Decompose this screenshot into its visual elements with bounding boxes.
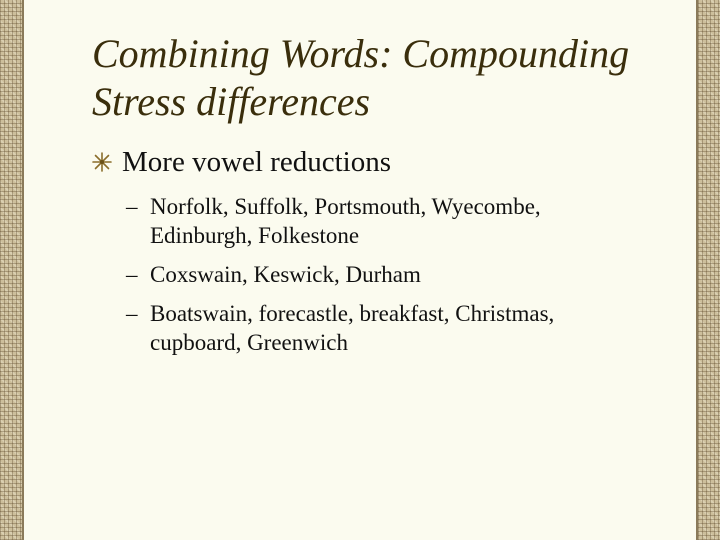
sub-bullet-line: Edinburgh, Folkestone xyxy=(150,223,360,248)
main-bullet-text: More vowel reductions xyxy=(122,146,391,178)
left-border-texture xyxy=(0,0,22,540)
left-border-edge xyxy=(22,0,24,540)
slide-title xyxy=(92,30,682,126)
sub-bullet-line: Norfolk, Suffolk, Portsmouth, Wyecombe, xyxy=(150,194,541,219)
right-border-edge xyxy=(696,0,698,540)
dash-marker: – xyxy=(126,301,138,326)
dash-marker: – xyxy=(126,194,138,219)
sub-bullet-line: Boatswain, forecastle, breakfast, Christmas, xyxy=(150,301,555,326)
dash-marker: – xyxy=(126,262,138,287)
slide-title-line-1: Combining Words: Compounding xyxy=(92,31,630,76)
main-bullet xyxy=(92,146,391,178)
sub-bullet-list xyxy=(126,192,666,367)
star-burst-icon xyxy=(92,152,112,172)
right-border-texture xyxy=(698,0,720,540)
sub-bullet-item xyxy=(126,192,666,250)
sub-bullet-line: cupboard, Greenwich xyxy=(150,330,348,355)
sub-bullet-item xyxy=(126,299,666,357)
slide-title-line-2: Stress differences xyxy=(92,79,371,124)
sub-bullet-line: Coxswain, Keswick, Durham xyxy=(150,262,421,287)
sub-bullet-item xyxy=(126,260,666,289)
